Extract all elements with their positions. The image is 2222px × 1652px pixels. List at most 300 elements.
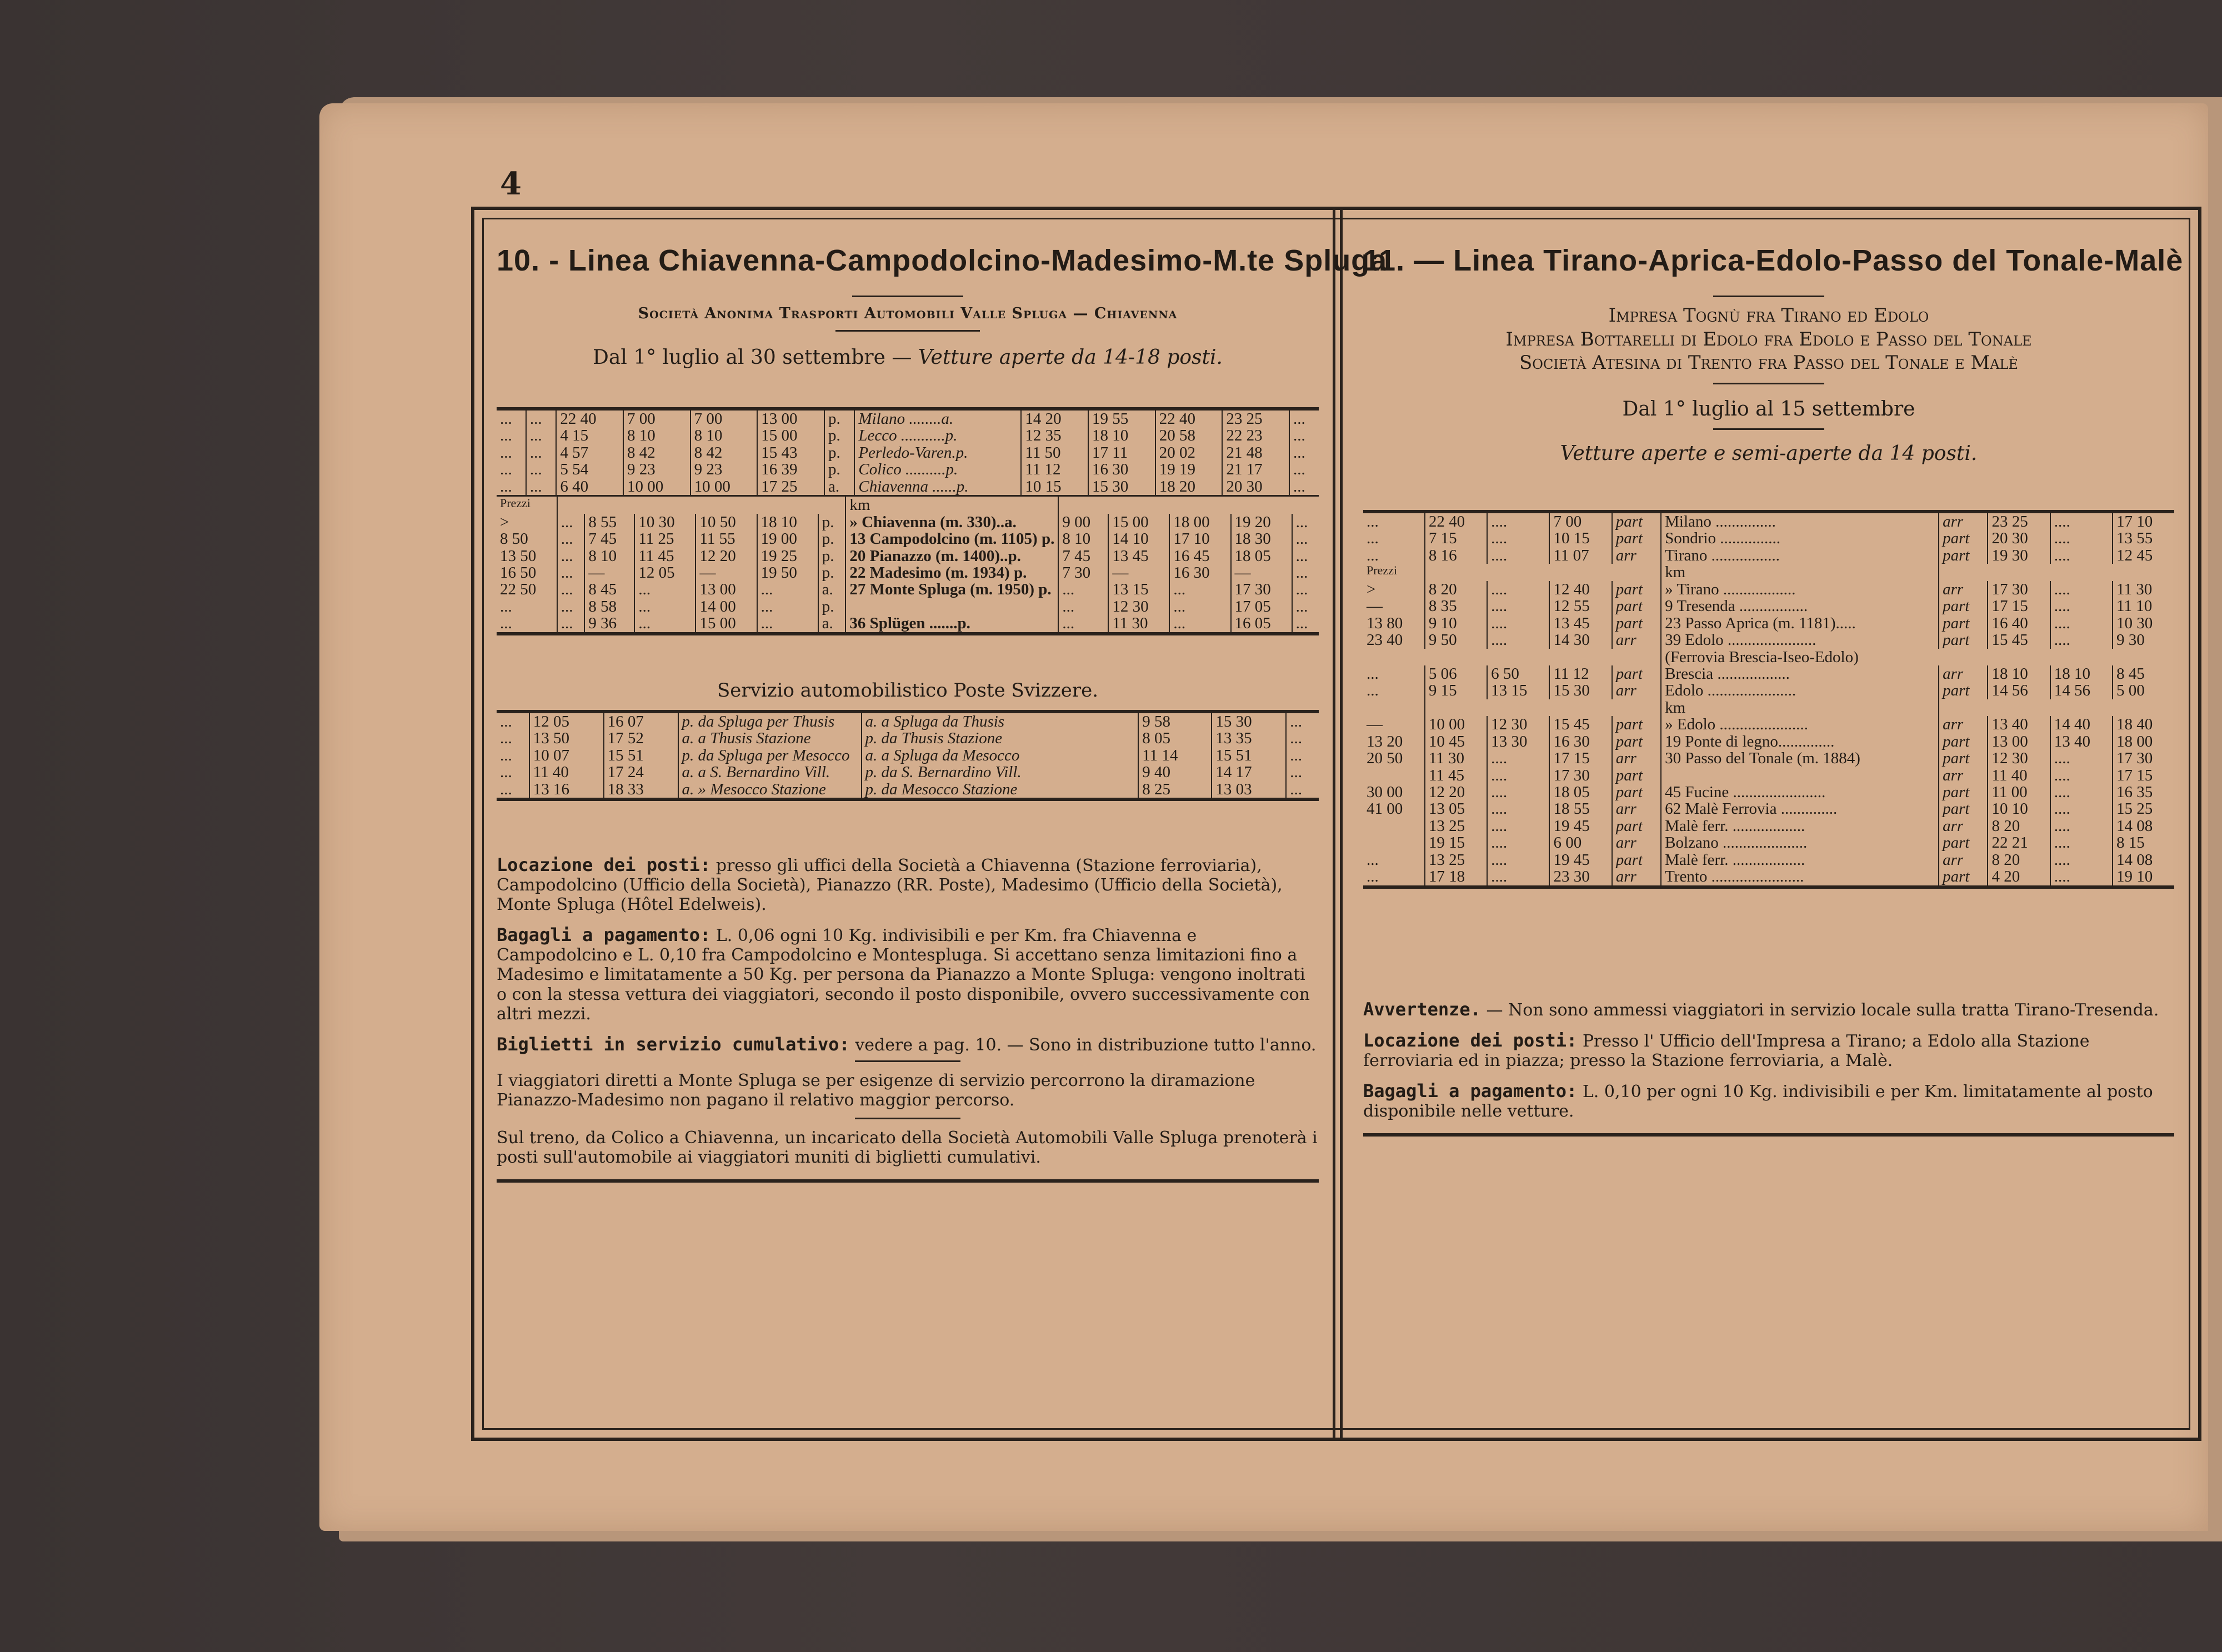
table-cell: a. a Spluga da Mesocco bbox=[862, 747, 1139, 764]
table-cell: ... bbox=[1295, 530, 1308, 548]
rule bbox=[1713, 428, 1824, 430]
table-cell: ... bbox=[1290, 763, 1302, 782]
note-viaggiatori: I viaggiatori diretti a Monte Spluga se per esigenze di servizio percorrono la diramazione Pianazzo-Madesimo non pagano il relativo maggior percorso. bbox=[497, 1070, 1255, 1110]
table-cell: 13 50 bbox=[497, 548, 557, 564]
note-locazione bbox=[497, 854, 1319, 914]
table-cell: .... bbox=[1487, 784, 1549, 800]
table-cell: .... bbox=[2050, 581, 2113, 598]
table-cell: 45 Fucine ....................... bbox=[1661, 784, 1939, 800]
table-cell: — bbox=[695, 564, 757, 581]
table-cell: ... bbox=[497, 411, 526, 427]
table-cell: 12 05 bbox=[634, 564, 695, 581]
table-row bbox=[1363, 818, 2174, 834]
table-cell: .... bbox=[1487, 800, 1549, 817]
table-cell: p. bbox=[818, 548, 846, 564]
table-cell: 17 15 bbox=[2116, 766, 2153, 784]
table-cell: 15 43 bbox=[757, 444, 824, 461]
table-cell: 8 42 bbox=[623, 444, 690, 461]
text: — Non sono ammessi viaggiatori in servizio locale sulla tratta Tirano-Tresenda. bbox=[1486, 1000, 2159, 1020]
table-row bbox=[1363, 615, 2174, 632]
label: Bagagli a pagamento: bbox=[1363, 1080, 1578, 1102]
table-cell: 16 35 bbox=[2116, 783, 2153, 801]
table-cell: 13 20 bbox=[1363, 733, 1425, 750]
table-cell: > bbox=[497, 514, 557, 530]
ferrovia-label: (Ferrovia Brescia-Iseo-Edolo) bbox=[1665, 648, 1859, 666]
note-locazione bbox=[1363, 1030, 2174, 1070]
table-cell: 11 14 bbox=[1138, 747, 1212, 764]
table-cell: 13 15 bbox=[1487, 682, 1549, 699]
table-cell: 14 30 bbox=[1549, 632, 1612, 648]
table-cell: ... bbox=[557, 581, 585, 598]
table-cell: 13 05 bbox=[1425, 800, 1487, 817]
table-cell: ... bbox=[634, 615, 695, 632]
table-cell: 7 45 bbox=[584, 530, 634, 547]
table-cell: 21 17 bbox=[1222, 461, 1289, 478]
table-cell: 36 Splügen .......p. bbox=[845, 615, 1058, 632]
timetable-upper bbox=[497, 411, 1319, 495]
table-cell: 11 12 bbox=[1549, 665, 1612, 682]
table-cell: ... bbox=[1293, 443, 1305, 462]
table-cell: 17 30 bbox=[2116, 749, 2153, 768]
table-cell: 7 00 bbox=[623, 411, 690, 427]
table-cell: 13 00 bbox=[757, 411, 824, 427]
table-cell: arr bbox=[1939, 513, 1988, 530]
table-cell: part bbox=[1939, 615, 1988, 632]
table-cell: 14 00 bbox=[695, 598, 757, 615]
table-cell: 8 05 bbox=[1138, 730, 1212, 747]
table-cell: 17 30 bbox=[1549, 767, 1612, 784]
table-cell: 16 39 bbox=[757, 461, 824, 478]
table-cell: 19 20 bbox=[1231, 514, 1292, 530]
table-cell: 18 00 bbox=[2116, 732, 2153, 750]
table-cell: ... bbox=[557, 530, 585, 547]
table-cell: ... bbox=[526, 478, 556, 495]
table-cell: arr bbox=[1612, 868, 1661, 885]
table-row bbox=[1363, 649, 2174, 665]
table-row bbox=[497, 427, 1319, 444]
table-cell: 10 30 bbox=[634, 514, 695, 530]
company-line: Impresa Tognù fra Tirano ed Edolo bbox=[1608, 304, 1929, 327]
line-11-period: Dal 1° luglio al 15 settembre bbox=[1622, 397, 1915, 420]
rule bbox=[855, 1060, 960, 1062]
table-cell: 20 50 bbox=[1363, 750, 1425, 767]
page-number: 4 bbox=[500, 166, 522, 202]
table-cell: arr bbox=[1612, 682, 1661, 699]
table-cell: 10 50 bbox=[695, 514, 757, 530]
rule bbox=[855, 1118, 960, 1119]
table-cell: 4 57 bbox=[556, 444, 623, 461]
table-cell: 11 00 bbox=[1988, 784, 2050, 800]
table-cell: 23 Passo Aprica (m. 1181)..... bbox=[1661, 615, 1939, 632]
table-cell: part bbox=[1612, 716, 1661, 733]
table-cell: p. bbox=[818, 598, 846, 615]
table-cell: ... bbox=[497, 730, 529, 747]
table-cell: ... bbox=[1363, 513, 1425, 530]
table-cell: part bbox=[1939, 800, 1988, 817]
table-cell: 17 15 bbox=[1549, 750, 1612, 767]
line-10-title: 10. - Linea Chiavenna-Campodolcino-Madesimo-M.te Spluga bbox=[497, 244, 1388, 277]
table-cell: 8 15 bbox=[2116, 834, 2145, 852]
table-cell: .... bbox=[1487, 547, 1549, 564]
table-cell: arr bbox=[1612, 750, 1661, 767]
table-cell: part bbox=[1612, 852, 1661, 868]
table-cell: .... bbox=[1487, 513, 1549, 530]
rule bbox=[1363, 1133, 2174, 1137]
table-row bbox=[1363, 598, 2174, 614]
text: Presso l' Ufficio dell'Impresa a Tirano; a Edolo alla Stazione ferroviaria ed in piazza; presso la Stazione ferroviaria, a Malè. bbox=[1363, 1032, 2090, 1071]
table-cell: 9 10 bbox=[1425, 615, 1487, 632]
table-cell: .... bbox=[2050, 530, 2113, 547]
table-cell: 8 20 bbox=[1988, 852, 2050, 868]
table-cell: 18 10 bbox=[1988, 665, 2050, 682]
table-cell: 14 56 bbox=[2050, 682, 2113, 699]
table-cell: p. da Spluga per Thusis bbox=[678, 713, 862, 730]
table-row bbox=[1363, 632, 2174, 648]
table-cell: ... bbox=[1363, 547, 1425, 564]
table-cell: a. a S. Bernardino Vill. bbox=[678, 764, 862, 780]
table-cell: 16 30 bbox=[1088, 461, 1155, 478]
table-cell: part bbox=[1939, 598, 1988, 614]
table-row bbox=[1363, 784, 2174, 800]
table-cell: » Edolo ...................... bbox=[1661, 716, 1939, 733]
table-cell: 13 40 bbox=[2050, 733, 2113, 750]
table-cell: ... bbox=[1295, 563, 1308, 582]
table-cell: 4 20 bbox=[1988, 868, 2050, 885]
table-cell: arr bbox=[1939, 581, 1988, 598]
table-cell: 13 40 bbox=[1988, 716, 2050, 733]
table-cell: arr bbox=[1939, 852, 1988, 868]
table-cell: — bbox=[1363, 598, 1425, 614]
table-cell: 15 30 bbox=[1212, 713, 1286, 730]
table-cell: ... bbox=[497, 713, 529, 730]
table-cell: part bbox=[1939, 733, 1988, 750]
table-cell: 13 80 bbox=[1363, 615, 1425, 632]
period-text: Dal 1° luglio al 30 settembre — bbox=[593, 346, 912, 369]
table-cell: .... bbox=[2050, 750, 2113, 767]
table-cell: 17 25 bbox=[757, 478, 824, 495]
table-cell: ... bbox=[1363, 868, 1425, 885]
table-cell: 11 40 bbox=[529, 764, 604, 780]
table-cell: 11 07 bbox=[1549, 547, 1612, 564]
spacer bbox=[1058, 497, 1319, 513]
table-cell: ... bbox=[757, 598, 818, 615]
table-cell: .... bbox=[1487, 615, 1549, 632]
rule bbox=[852, 296, 963, 297]
table-cell: 14 08 bbox=[2116, 817, 2153, 835]
table-cell: 12 20 bbox=[695, 548, 757, 564]
table-cell: 18 30 bbox=[1231, 530, 1292, 547]
line-11-companies bbox=[1363, 304, 2174, 375]
table-row bbox=[497, 581, 1319, 598]
table-cell: 19 55 bbox=[1088, 411, 1155, 427]
table-cell: 9 00 bbox=[1058, 514, 1108, 530]
table-cell: ... bbox=[1295, 597, 1308, 615]
table-cell: 22 40 bbox=[1155, 411, 1223, 427]
table-cell: .... bbox=[2050, 598, 2113, 614]
table-cell: 22 50 bbox=[497, 581, 557, 598]
swiss-timetable bbox=[497, 710, 1319, 801]
table-cell: .... bbox=[1487, 632, 1549, 648]
table-cell: 6 00 bbox=[1549, 834, 1612, 851]
table-cell: part bbox=[1939, 547, 1988, 564]
table-cell: 9 36 bbox=[584, 615, 634, 632]
table-cell: 11 40 bbox=[1988, 767, 2050, 784]
table-cell: 10 00 bbox=[1425, 716, 1487, 733]
spacer bbox=[1939, 699, 2174, 716]
table-cell: 15 51 bbox=[604, 747, 678, 764]
table-cell: ... bbox=[1363, 665, 1425, 682]
table-row bbox=[497, 615, 1319, 632]
table-cell: ... bbox=[1363, 682, 1425, 699]
table-cell: ... bbox=[1363, 530, 1425, 547]
table-cell: 15 45 bbox=[1988, 632, 2050, 648]
table-cell: arr bbox=[1939, 818, 1988, 834]
table-cell: 9 40 bbox=[1138, 764, 1212, 780]
table-row bbox=[1363, 581, 2174, 598]
table-cell: 22 Madesimo (m. 1934) p. bbox=[845, 564, 1058, 581]
table-cell: Sondrio ............... bbox=[1661, 530, 1939, 547]
company-line: Impresa Bottarelli di Edolo fra Edolo e Passo del Tonale bbox=[1505, 328, 2032, 351]
table-cell: 8 25 bbox=[1138, 781, 1212, 798]
table-row bbox=[1363, 834, 2174, 851]
table-cell: 8 58 bbox=[584, 598, 634, 615]
table-cell: 8 42 bbox=[690, 444, 758, 461]
table-cell: ... bbox=[1169, 598, 1230, 615]
label: Locazione dei posti: bbox=[497, 854, 711, 875]
table-row bbox=[1363, 564, 2174, 580]
table-cell: .... bbox=[2050, 868, 2113, 885]
rule bbox=[497, 1179, 1319, 1183]
table-cell: ... bbox=[1295, 513, 1308, 531]
table-cell: p. bbox=[818, 564, 846, 581]
table-row bbox=[497, 781, 1319, 798]
swiss-table bbox=[497, 713, 1319, 798]
table-cell: Milano ............... bbox=[1661, 513, 1939, 530]
table-cell: 19 45 bbox=[1549, 852, 1612, 868]
table-cell: 18 05 bbox=[1231, 548, 1292, 564]
table-cell: 7 30 bbox=[1058, 564, 1108, 581]
line-11-timetable bbox=[1363, 510, 2174, 889]
table-cell: 6 50 bbox=[1487, 665, 1549, 682]
table-cell: ... bbox=[1058, 598, 1108, 615]
table-cell: 6 40 bbox=[556, 478, 623, 495]
table-cell: 11 30 bbox=[1425, 750, 1487, 767]
table-cell: 17 30 bbox=[1231, 581, 1292, 598]
table-cell: 17 15 bbox=[1988, 598, 2050, 614]
table-cell: a. a Thusis Stazione bbox=[678, 730, 862, 747]
table-cell: ... bbox=[1293, 427, 1305, 445]
table-cell: 14 56 bbox=[1988, 682, 2050, 699]
table-cell bbox=[1363, 767, 1425, 784]
table-row bbox=[497, 497, 1319, 513]
table-row bbox=[497, 730, 1319, 747]
table-cell: 9 23 bbox=[623, 461, 690, 478]
table-row bbox=[497, 411, 1319, 427]
prezzi-label: Prezzi bbox=[497, 497, 557, 513]
table-cell: 17 05 bbox=[1231, 598, 1292, 615]
table-cell: part bbox=[1939, 530, 1988, 547]
table-cell: 8 10 bbox=[584, 548, 634, 564]
table-cell bbox=[1363, 818, 1425, 834]
note-colico: Sul treno, da Colico a Chiavenna, un incaricato della Società Automobili Valle Spluga prenoterà i posti sull'automobile ai viaggiatori muniti di biglietti cumulativi. bbox=[497, 1128, 1318, 1168]
table-cell: p. bbox=[824, 411, 854, 427]
table-cell: ... bbox=[1290, 746, 1302, 764]
table-cell: 18 10 bbox=[1088, 427, 1155, 444]
table-cell: part bbox=[1939, 784, 1988, 800]
table-cell: 12 05 bbox=[529, 713, 604, 730]
spacer bbox=[1425, 564, 1661, 580]
table-row bbox=[1363, 699, 2174, 716]
table-cell: 22 21 bbox=[1988, 834, 2050, 851]
table-cell: 23 25 bbox=[1222, 411, 1289, 427]
table-cell: p. da Thusis Stazione bbox=[862, 730, 1139, 747]
table-cell: 19 10 bbox=[2116, 868, 2153, 886]
table-cell: 11 12 bbox=[1021, 461, 1088, 478]
table-cell: 17 18 bbox=[1425, 868, 1487, 885]
table-cell: .... bbox=[2050, 818, 2113, 834]
table-cell: 13 50 bbox=[529, 730, 604, 747]
table-cell: 8 45 bbox=[2116, 664, 2145, 683]
table-cell: ... bbox=[1058, 581, 1108, 598]
note-bagagli bbox=[497, 924, 1319, 1023]
table-cell: a. » Mesocco Stazione bbox=[678, 781, 862, 798]
table-cell: 12 30 bbox=[1487, 716, 1549, 733]
table-cell: ... bbox=[497, 427, 526, 444]
table-cell: p. bbox=[824, 461, 854, 478]
table-cell: .... bbox=[1487, 852, 1549, 868]
table-cell: .... bbox=[1487, 530, 1549, 547]
text: L. 0,10 per ogni 10 Kg. indivisibili e per Km. limitatamente al posto disponibile nelle vetture. bbox=[1363, 1082, 2153, 1122]
table-cell: 10 30 bbox=[2116, 614, 2153, 632]
spacer bbox=[1363, 649, 1661, 665]
table-cell: ... bbox=[497, 747, 529, 764]
table-cell: 18 10 bbox=[757, 514, 818, 530]
table-cell: 12 45 bbox=[2116, 546, 2153, 564]
table-cell: 13 30 bbox=[1487, 733, 1549, 750]
table-cell: .... bbox=[2050, 784, 2113, 800]
table-row bbox=[1363, 800, 2174, 817]
table-cell: Trento ....................... bbox=[1661, 868, 1939, 885]
table-cell: .... bbox=[1487, 581, 1549, 598]
table-cell: 20 30 bbox=[1988, 530, 2050, 547]
table-cell: ... bbox=[757, 581, 818, 598]
table-cell: — bbox=[1108, 564, 1169, 581]
table-cell: 13 25 bbox=[1425, 818, 1487, 834]
table-row bbox=[1363, 750, 2174, 767]
spacer bbox=[557, 497, 846, 513]
table-cell: 9 50 bbox=[1425, 632, 1487, 648]
table-cell: 12 55 bbox=[1549, 598, 1612, 614]
table-cell: arr bbox=[1939, 767, 1988, 784]
table-cell: 14 20 bbox=[1021, 411, 1088, 427]
table-cell: ... bbox=[557, 598, 585, 615]
rule bbox=[835, 330, 980, 332]
table-cell: 30 00 bbox=[1363, 784, 1425, 800]
table-row bbox=[1363, 513, 2174, 530]
table-cell: ... bbox=[557, 514, 585, 530]
spacer bbox=[1939, 564, 2174, 580]
table-cell: 18 40 bbox=[2116, 715, 2153, 734]
table-cell: ... bbox=[497, 781, 529, 798]
company-line: Società Atesina di Trento fra Passo del Tonale e Malè bbox=[1519, 352, 2018, 374]
table-cell: ... bbox=[1058, 615, 1108, 632]
table-cell: 11 45 bbox=[1425, 767, 1487, 784]
table-cell: ... bbox=[757, 615, 818, 632]
table-cell: 13 55 bbox=[2116, 529, 2153, 548]
table-cell: Chiavenna ......p. bbox=[854, 478, 1021, 495]
table-cell: 11 50 bbox=[1021, 444, 1088, 461]
table-cell: 8 16 bbox=[1425, 547, 1487, 564]
table-cell: ... bbox=[1293, 410, 1305, 428]
table-cell: Milano ........a. bbox=[854, 411, 1021, 427]
table-cell: 13 35 bbox=[1212, 730, 1286, 747]
text: vedere a pag. 10. — Sono in distribuzione tutto l'anno. bbox=[855, 1035, 1317, 1055]
table-cell: 19 25 bbox=[757, 548, 818, 564]
table-cell: 8 45 bbox=[584, 581, 634, 598]
table-cell: p. bbox=[824, 427, 854, 444]
table-cell: 20 Pianazzo (m. 1400)..p. bbox=[845, 548, 1058, 564]
table-cell: ... bbox=[634, 598, 695, 615]
table-cell: ... bbox=[526, 444, 556, 461]
table-cell: 11 10 bbox=[2116, 597, 2153, 615]
table-cell: .... bbox=[1487, 750, 1549, 767]
table-cell: .... bbox=[2050, 632, 2113, 648]
table-cell: 8 10 bbox=[690, 427, 758, 444]
table-cell: ... bbox=[497, 478, 526, 495]
table-row bbox=[497, 747, 1319, 764]
table-row bbox=[1363, 547, 2174, 564]
table-cell: 20 30 bbox=[1222, 478, 1289, 495]
table-cell: 10 15 bbox=[1021, 478, 1088, 495]
timetable-frame bbox=[471, 207, 2201, 1441]
line-10-company: Società Anonima Trasporti Automobili Valle Spluga — Chiavenna bbox=[638, 305, 1178, 322]
table-cell: arr bbox=[1612, 632, 1661, 648]
table-cell: .... bbox=[1487, 598, 1549, 614]
table-cell: 16 05 bbox=[1231, 615, 1292, 632]
table-cell: 13 25 bbox=[1425, 852, 1487, 868]
table-cell: ... bbox=[557, 615, 585, 632]
table-cell: 5 06 bbox=[1425, 665, 1487, 682]
table-cell: ... bbox=[1293, 460, 1305, 479]
table-cell: 18 55 bbox=[1549, 800, 1612, 817]
table-cell: 7 00 bbox=[1549, 513, 1612, 530]
table-row bbox=[1363, 530, 2174, 547]
table-cell: 9 15 bbox=[1425, 682, 1487, 699]
table-cell: 12 40 bbox=[1549, 581, 1612, 598]
table-cell: 16 50 bbox=[497, 564, 557, 581]
table-cell: 15 25 bbox=[2116, 800, 2153, 818]
table-cell: ... bbox=[557, 564, 585, 581]
table-cell: 12 30 bbox=[1108, 598, 1169, 615]
table-cell: 23 30 bbox=[1549, 868, 1612, 885]
table-cell: .... bbox=[1487, 818, 1549, 834]
table-cell: Bolzano ..................... bbox=[1661, 834, 1939, 851]
table-cell: a. bbox=[818, 581, 846, 598]
table-cell: 17 30 bbox=[1988, 581, 2050, 598]
spacer bbox=[1425, 699, 1661, 716]
table-cell: ... bbox=[1295, 614, 1308, 633]
table-cell: — bbox=[1363, 716, 1425, 733]
text: L. 0,06 ogni 10 Kg. indivisibili e per Km. fra Chiavenna e Campodolcino e L. 0,10 fra Campodolcino e Montespluga. Si accettano senza limitazioni fino a Madesimo e limitatamente a 50 Kg. per persona da Pianazzo a Monte Spluga: vengono inoltrati o con la stessa vettura dei viaggiatori, secondo il posto disponibile, ovvero successivamente con altri mezzi. bbox=[497, 926, 1310, 1024]
table-cell: p. bbox=[818, 514, 846, 530]
table-row bbox=[1363, 868, 2174, 885]
table-cell: 13 00 bbox=[1988, 733, 2050, 750]
table-cell: — bbox=[584, 564, 634, 581]
line-10-period bbox=[497, 346, 1319, 369]
table-cell: 21 48 bbox=[1222, 444, 1289, 461]
table-cell: .... bbox=[2050, 767, 2113, 784]
table-cell: 8 10 bbox=[1058, 530, 1108, 547]
